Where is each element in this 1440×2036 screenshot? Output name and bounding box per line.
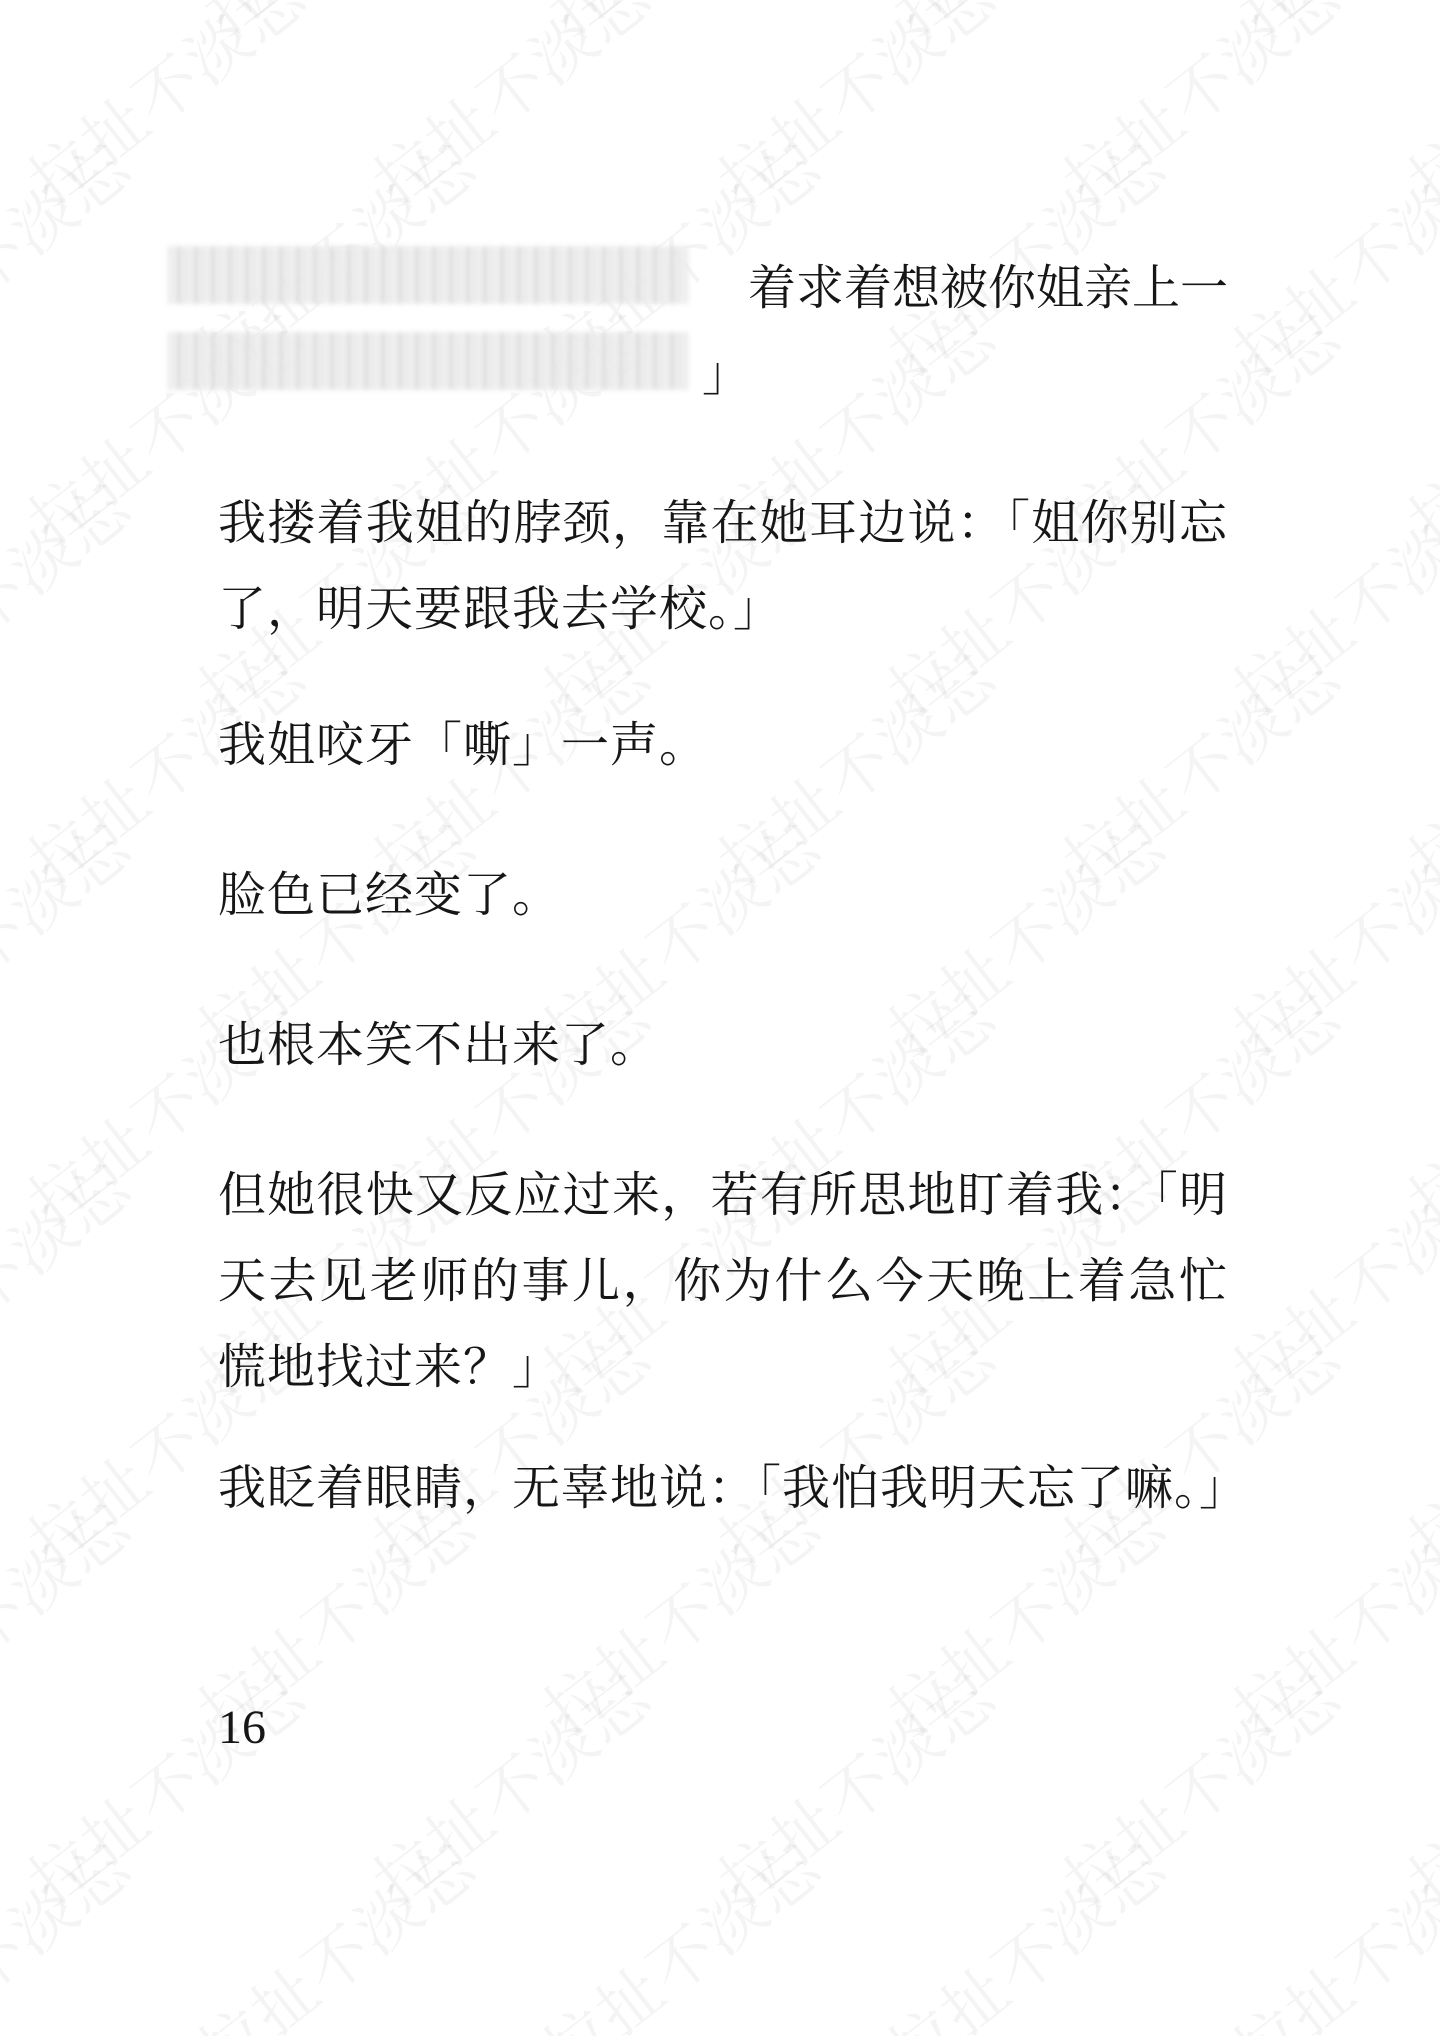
paragraph-5: 但她很快又反应过来，若有所思地盯着我：「明天去见老师的事儿，你为什么今天晚上着急忙慌地找过来？」	[218, 1167, 1228, 1395]
watermark-text	[0, 1818, 148, 2036]
watermark-text	[1212, 1478, 1440, 1754]
watermark-text	[0, 798, 148, 1074]
watermark-text	[1212, 118, 1440, 394]
watermark-text	[1217, 0, 1440, 54]
watermark-text	[1387, 628, 1440, 904]
paragraph-6: 我眨着眼睛，无辜地说：「我怕我明天忘了嘛。」	[218, 1460, 1249, 1516]
watermark-text	[1387, 1308, 1440, 1584]
watermark-text	[1387, 0, 1440, 224]
watermark-text	[1387, 1648, 1440, 1924]
paragraph-3: 脸色已经变了。	[218, 867, 562, 923]
watermark-text	[1212, 798, 1440, 1074]
document-page	[218, 0, 1249, 2036]
watermark-text	[1212, 1818, 1440, 2036]
watermark-text	[0, 1138, 148, 1414]
paragraph-1: 我搂着我姐的脖颈，靠在她耳边说：「姐你别忘了，明天要跟我去学校。」	[218, 495, 1228, 637]
partial-sentence-line-2: 」	[701, 346, 750, 402]
page-number: 16	[218, 1701, 266, 1754]
watermark-text	[0, 1478, 148, 1754]
paragraph-4: 也根本笑不出来了。	[218, 1017, 660, 1073]
watermark-text	[0, 0, 153, 54]
watermark-text	[0, 118, 148, 394]
watermark-text	[0, 458, 148, 734]
watermark-text	[1212, 458, 1440, 734]
partial-sentence-line-1: 着求着想被你姐亲上一	[747, 260, 1228, 316]
watermark-text	[1212, 1138, 1440, 1414]
watermark-text	[1387, 288, 1440, 564]
watermark-text	[1387, 968, 1440, 1244]
paragraph-2: 我姐咬牙「嘶」一声。	[218, 717, 709, 773]
